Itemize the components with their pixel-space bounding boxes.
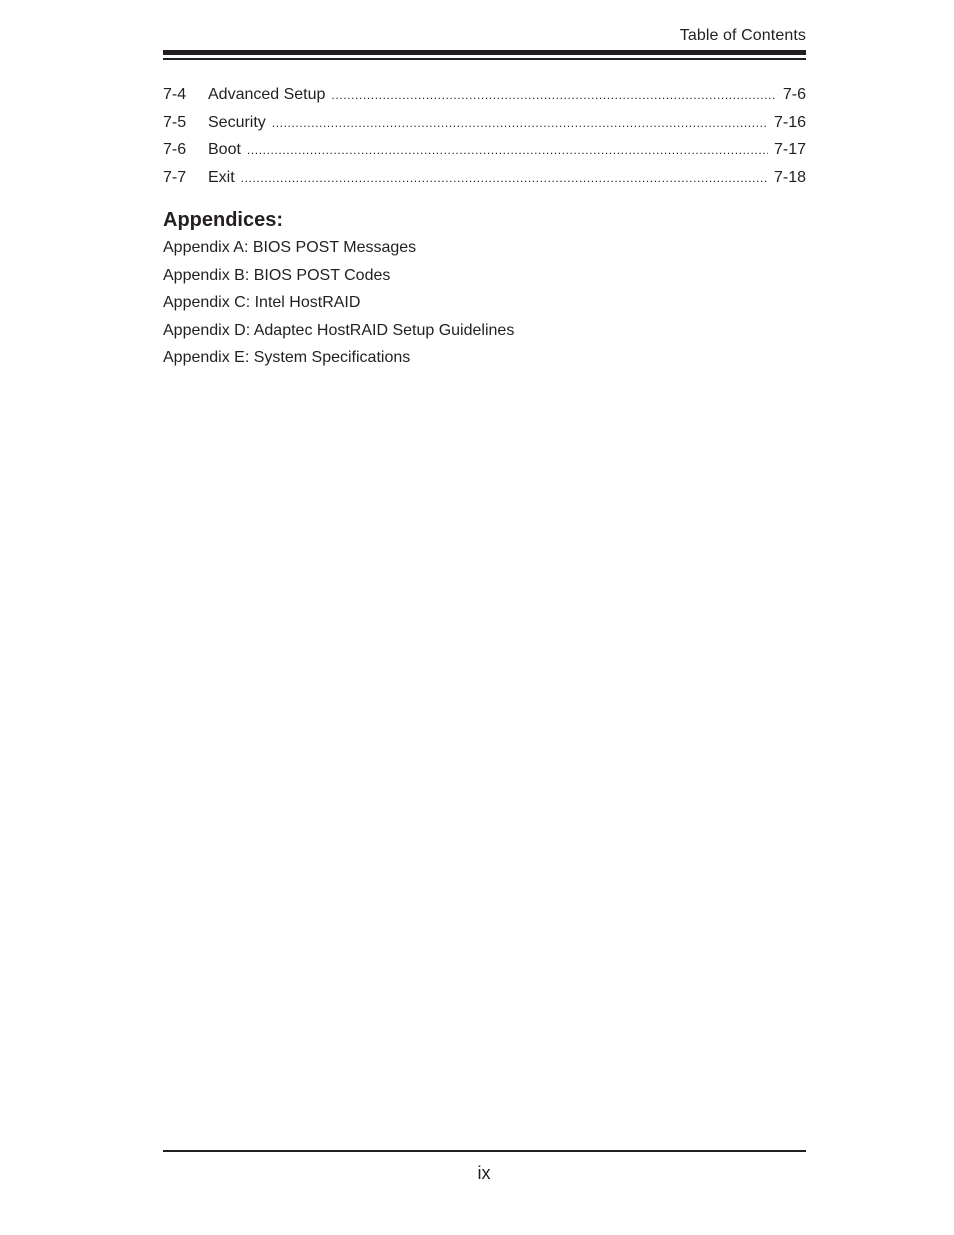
toc-entry-title: Exit: [208, 168, 235, 186]
appendix-item[interactable]: Appendix E: System Specifications: [163, 349, 411, 366]
toc-entry[interactable]: [163, 168, 806, 196]
toc-dot-leader: [247, 140, 768, 160]
toc-entry-number: 7-5: [163, 113, 187, 131]
appendix-list: [163, 238, 514, 376]
appendices-heading: Appendices:: [163, 209, 284, 231]
page-number: ix: [477, 1163, 491, 1183]
toc-entry-page: 7-18: [773, 168, 806, 186]
appendix-item[interactable]: Appendix A: BIOS POST Messages: [163, 239, 417, 256]
toc-entry-page: 7-16: [773, 113, 806, 131]
toc-entry-title: Boot: [208, 141, 241, 158]
toc-dot-leader: [272, 113, 768, 133]
toc-entry[interactable]: [163, 85, 806, 113]
toc-entry-title: Security: [208, 113, 266, 131]
toc-list: [163, 85, 806, 195]
toc-dot-leader: [241, 168, 768, 188]
toc-entry-page: 7-17: [773, 141, 806, 158]
header-rule-thick: [163, 50, 806, 55]
appendix-item[interactable]: Appendix B: BIOS POST Codes: [163, 266, 391, 284]
appendix-item[interactable]: Appendix C: Intel HostRAID: [163, 294, 361, 311]
toc-entry[interactable]: [163, 113, 806, 141]
appendix-item[interactable]: Appendix D: Adaptec HostRAID Setup Guidelines: [163, 321, 515, 339]
footer-rule: [163, 1150, 806, 1152]
toc-entry-number: 7-6: [163, 141, 187, 158]
toc-entry[interactable]: [163, 140, 806, 168]
toc-entry-number: 7-4: [163, 86, 187, 103]
toc-dot-leader: [331, 85, 776, 105]
toc-entry-title: Advanced Setup: [208, 86, 326, 103]
toc-entry-number: 7-7: [163, 168, 187, 186]
toc-entry-page: 7-6: [782, 86, 806, 103]
header-rule-thin: [163, 58, 806, 60]
running-header-title: Table of Contents: [679, 27, 806, 44]
